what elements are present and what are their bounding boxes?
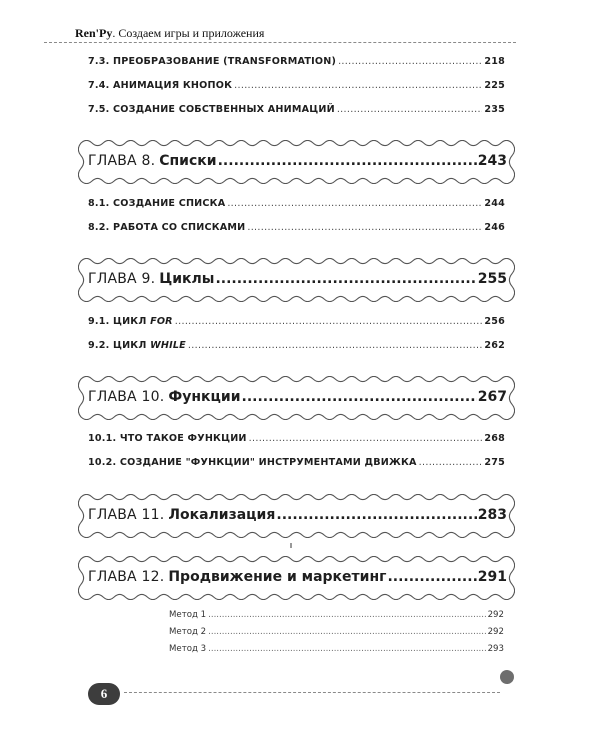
toc-entry-page: 218 [484, 56, 505, 67]
dot-leader [215, 271, 476, 287]
toc-entry-label: 8.2. РАБОТА СО СПИСКАМИ [88, 222, 246, 233]
chapter-title: Локализация [168, 507, 276, 523]
book-subtitle: . Создаем игры и приложения [112, 26, 265, 40]
toc-subentry-method-2[interactable] [169, 627, 504, 637]
toc-entry-label: 10.1. ЧТО ТАКОЕ ФУНКЦИИ [88, 433, 247, 444]
chapter-label: ГЛАВА 10. [88, 389, 165, 405]
toc-entry-label: 7.3. ПРЕОБРАЗОВАНИЕ (TRANSFORMATION) [88, 56, 337, 67]
dot-leader [188, 340, 482, 351]
toc-subentry-label: Метод 2 [169, 627, 207, 637]
dot-leader [208, 644, 485, 654]
print-speck [290, 543, 292, 548]
toc-entry-7-4[interactable] [88, 80, 505, 91]
toc-entry-page: 275 [484, 457, 505, 468]
toc-entry-10-2[interactable] [88, 457, 505, 468]
chapter-12-box[interactable] [78, 556, 515, 600]
toc-entry-page: 235 [484, 104, 505, 115]
chapter-page: 243 [477, 153, 507, 169]
chapter-9-box[interactable] [78, 258, 515, 302]
dot-leader [337, 104, 483, 115]
toc-entry-page: 244 [484, 198, 505, 209]
toc-entry-8-2[interactable] [88, 222, 505, 233]
chapter-label: ГЛАВА 8. [88, 153, 156, 169]
dot-leader [338, 56, 482, 67]
chapter-page: 255 [477, 271, 507, 287]
dot-leader [218, 153, 477, 169]
running-head [75, 26, 264, 41]
toc-entry-label: 9.2. ЦИКЛ WHILE [88, 340, 186, 351]
toc-entry-page: 246 [484, 222, 505, 233]
toc-entry-page: 256 [484, 316, 505, 327]
toc-entry-8-1[interactable] [88, 198, 505, 209]
dot-leader [208, 627, 485, 637]
chapter-label: ГЛАВА 12. [88, 569, 165, 585]
toc-entry-9-1[interactable] [88, 316, 505, 327]
toc-subentry-page: 292 [487, 627, 504, 637]
chapter-10-box[interactable] [78, 376, 515, 420]
toc-subentry-method-3[interactable] [169, 644, 504, 654]
toc-entry-label: 8.1. СОЗДАНИЕ СПИСКА [88, 198, 226, 209]
chapter-label: ГЛАВА 11. [88, 507, 165, 523]
toc-entry-label: 9.1. ЦИКЛ FOR [88, 316, 173, 327]
dot-leader [276, 507, 476, 523]
chapter-title: Списки [159, 153, 217, 169]
toc-entry-label: 10.2. СОЗДАНИЕ "ФУНКЦИИ" ИНСТРУМЕНТАМИ ДВИЖКА [88, 457, 417, 468]
toc-entry-label: 7.5. СОЗДАНИЕ СОБСТВЕННЫХ АНИМАЦИЙ [88, 104, 335, 115]
chapter-8-box[interactable] [78, 140, 515, 184]
chapter-label: ГЛАВА 9. [88, 271, 156, 287]
dot-leader [242, 389, 477, 405]
chapter-title: Функции [168, 389, 241, 405]
toc-entry-page: 268 [484, 433, 505, 444]
dot-leader [419, 457, 483, 468]
footer-rule [124, 692, 500, 693]
dot-leader [234, 80, 482, 91]
dot-leader [175, 316, 483, 327]
dot-leader [387, 569, 476, 585]
header-rule [44, 42, 516, 43]
dot-leader [227, 198, 482, 209]
book-brand: Ren'Py [75, 26, 113, 40]
toc-entry-page: 225 [484, 80, 505, 91]
page-number-badge: 6 [88, 683, 120, 705]
toc-entry-7-5[interactable] [88, 104, 505, 115]
dot-leader [208, 610, 485, 620]
dot-leader [249, 433, 483, 444]
toc-subentry-label: Метод 3 [169, 644, 207, 654]
chapter-title: Продвижение и маркетинг [168, 569, 387, 585]
toc-subentry-method-1[interactable] [169, 610, 504, 620]
toc-entry-7-3[interactable] [88, 56, 505, 67]
chapter-page: 267 [477, 389, 507, 405]
toc-subentry-label: Метод 1 [169, 610, 207, 620]
chapter-title: Циклы [159, 271, 215, 287]
chapter-page: 291 [477, 569, 507, 585]
toc-entry-label: 7.4. АНИМАЦИЯ КНОПОК [88, 80, 233, 91]
toc-entry-page: 262 [484, 340, 505, 351]
dot-leader [247, 222, 482, 233]
toc-entry-10-1[interactable] [88, 433, 505, 444]
chapter-page: 283 [477, 507, 507, 523]
footer-dot-ornament [500, 670, 514, 684]
toc-subentry-page: 292 [487, 610, 504, 620]
toc-entry-9-2[interactable] [88, 340, 505, 351]
chapter-11-box[interactable] [78, 494, 515, 538]
toc-subentry-page: 293 [487, 644, 504, 654]
